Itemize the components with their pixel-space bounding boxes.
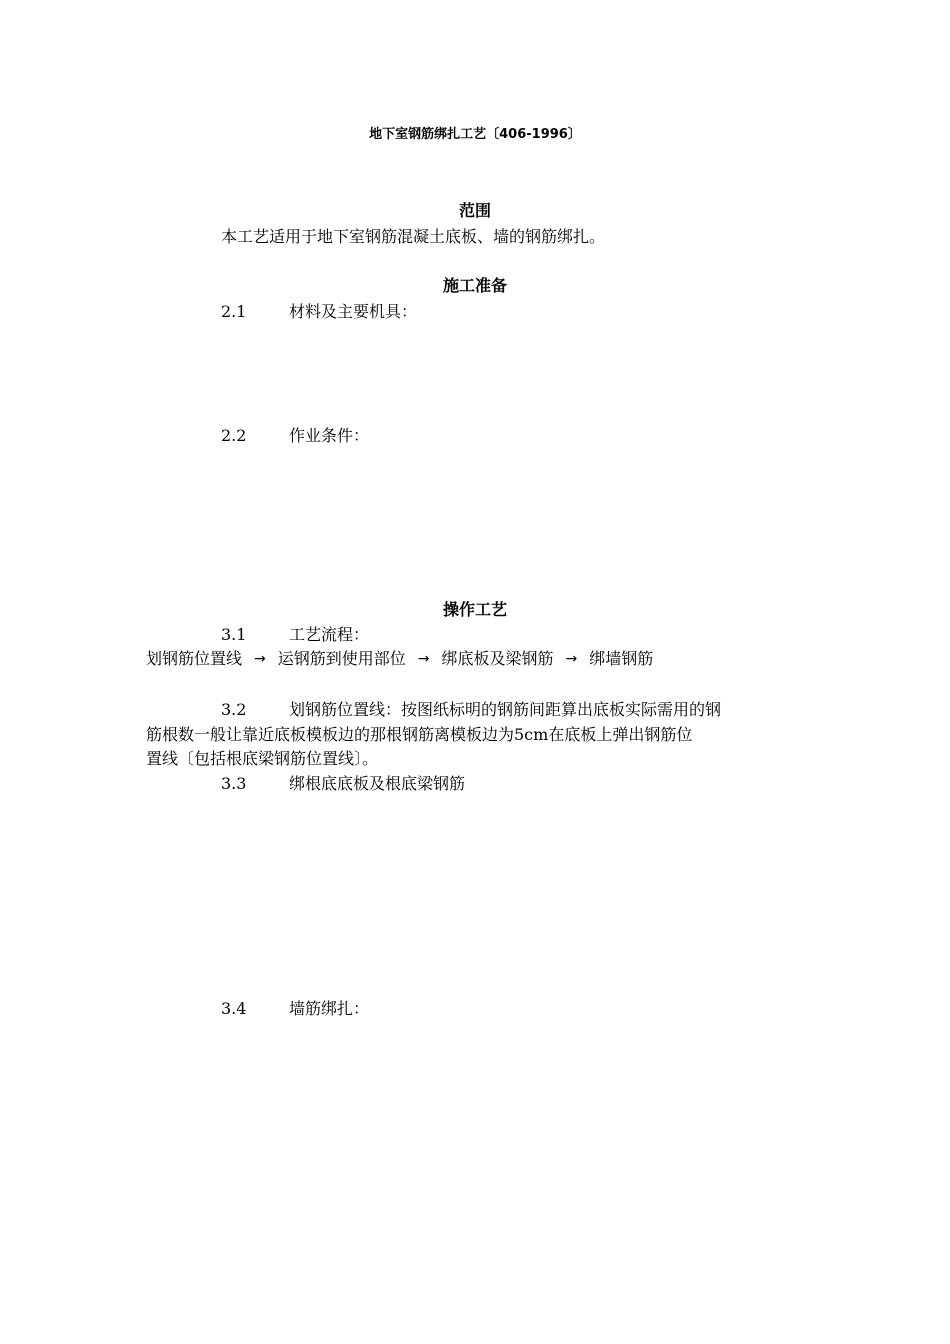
flow-step-4: 绑墙钢筋 bbox=[589, 649, 654, 668]
item-text-3-1: 工艺流程： bbox=[289, 625, 370, 644]
document-title: 地下室钢筋绑扎工艺〔406-1996〕 bbox=[369, 127, 581, 142]
flow-step-2: 运钢筋到使用部位 bbox=[277, 649, 406, 668]
item-number-3-3: 3.3 bbox=[221, 774, 247, 793]
item-text-2-2: 作业条件： bbox=[289, 426, 370, 445]
item-number-3-1: 3.1 bbox=[221, 625, 247, 644]
flow-step-3: 绑底板及梁钢筋 bbox=[441, 649, 554, 668]
item-text-3-2-line-1: 划钢筋位置线：按图纸标明的钢筋间距算出底板实际需用的钢 bbox=[289, 700, 722, 719]
section-heading-preparation: 施工准备 bbox=[442, 276, 507, 295]
flow-arrow-icon: → bbox=[254, 651, 266, 667]
item-text-3-4: 墙筋绑扎： bbox=[289, 999, 370, 1018]
flow-arrow-icon: → bbox=[417, 651, 430, 667]
item-number-2-1: 2.1 bbox=[221, 302, 247, 321]
section-heading-process: 操作工艺 bbox=[442, 600, 507, 619]
section-heading-scope: 范围 bbox=[458, 201, 491, 220]
flow-step-1: 划钢筋位置线 bbox=[146, 649, 243, 668]
item-number-2-2: 2.2 bbox=[221, 426, 247, 445]
item-text-3-3: 绑根底底板及根底梁钢筋 bbox=[289, 774, 466, 793]
item-text-3-2-line-2: 筋根数一般让靠近底板模板边的那根钢筋离模板边为5cm在底板上弹出钢筋位 bbox=[146, 725, 693, 744]
process-flow bbox=[146, 651, 653, 667]
flow-arrow-icon: → bbox=[565, 651, 578, 667]
item-number-3-4: 3.4 bbox=[221, 999, 247, 1018]
item-number-3-2: 3.2 bbox=[221, 700, 247, 719]
item-text-3-2-line-3: 置线〔包括根底梁钢筋位置线〕。 bbox=[146, 749, 379, 768]
item-text-2-1: 材料及主要机具： bbox=[289, 302, 418, 321]
scope-text: 本工艺适用于地下室钢筋混凝土底板、墙的钢筋绑扎。 bbox=[221, 227, 606, 246]
